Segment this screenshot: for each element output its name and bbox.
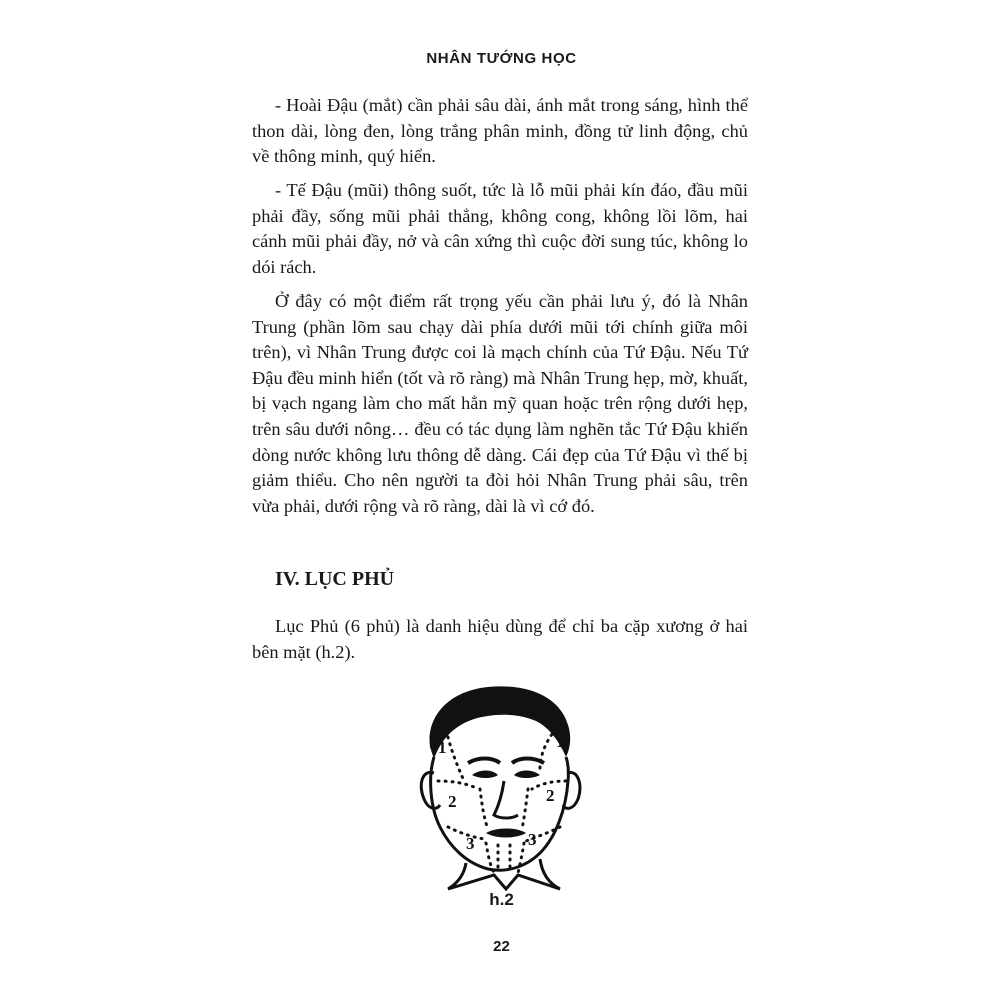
label-right-1: 1 (556, 732, 565, 751)
right-eye (514, 771, 540, 779)
face-drawing (408, 677, 593, 892)
left-eyebrow (468, 759, 500, 764)
left-eye (472, 771, 498, 779)
label-right-3: 3 (528, 830, 537, 849)
paragraph-luc-phu: Lục Phủ (6 phủ) là danh hiệu dùng để chỉ ba cặp xương ở hai bên mặt (h.2). (252, 616, 748, 662)
page-number: 22 (493, 938, 510, 955)
paragraph-te-dau: - Tế Đậu (mũi) thông suốt, tức là lỗ mũi phải kín đáo, đầu mũi phải đầy, sống mũi phải thẳng, không cong, không lồi lõm, hai cánh mũi phải đầy, nở và cân xứng thì cuộc đời sung túc, không lo dói rách. (252, 180, 748, 277)
hair-shape (430, 686, 571, 759)
paragraph-nhan-trung: Ở đây có một điểm rất trọng yếu cần phải lưu ý, đó là Nhân Trung (phần lõm sau chạy dài phía dưới mũi tới chính giữa môi trên), vì Nhân Trung được coi là mạch chính của Tứ Đậu. Nếu Tứ Đậu đều minh hiển (tốt và rõ ràng) mà Nhân Trung hẹp, mờ, khuất, bị vạch ngang làm cho mất hẳn mỹ quan hoặc trên rộng dưới hẹp, trên sâu dưới nông… đều có tác dụng làm nghẽn tắc Tứ Đậu khiến dòng nước không lưu thông dễ dàng. Cái đẹp của Tứ Đậu vì thế bị giảm thiểu. Cho nên người ta đòi hỏi Nhân Trung phải sâu, trên vừa phải, dưới rộng và rõ ràng, dài là vì cớ đó. (252, 291, 748, 516)
label-left-2: 2 (448, 792, 457, 811)
mouth (486, 829, 526, 838)
face-outline (431, 757, 569, 870)
collar (448, 875, 560, 889)
running-title: NHÂN TƯỚNG HỌC (426, 50, 577, 67)
label-right-2: 2 (546, 786, 555, 805)
section-heading: IV. LỤC PHỦ (275, 568, 395, 590)
paragraph-hoai-dau: - Hoài Đậu (mắt) cần phải sâu dài, ánh mắt trong sáng, hình thể thon dài, lòng đen, lòng trắng phân minh, đồng tử linh động, chủ về thông minh, quý hiển. (252, 95, 748, 167)
face-illustration (408, 677, 593, 892)
label-left-3: 3 (466, 834, 475, 853)
figure-caption: h.2 (489, 890, 514, 909)
label-left-1: 1 (438, 738, 447, 757)
nose (494, 781, 518, 818)
